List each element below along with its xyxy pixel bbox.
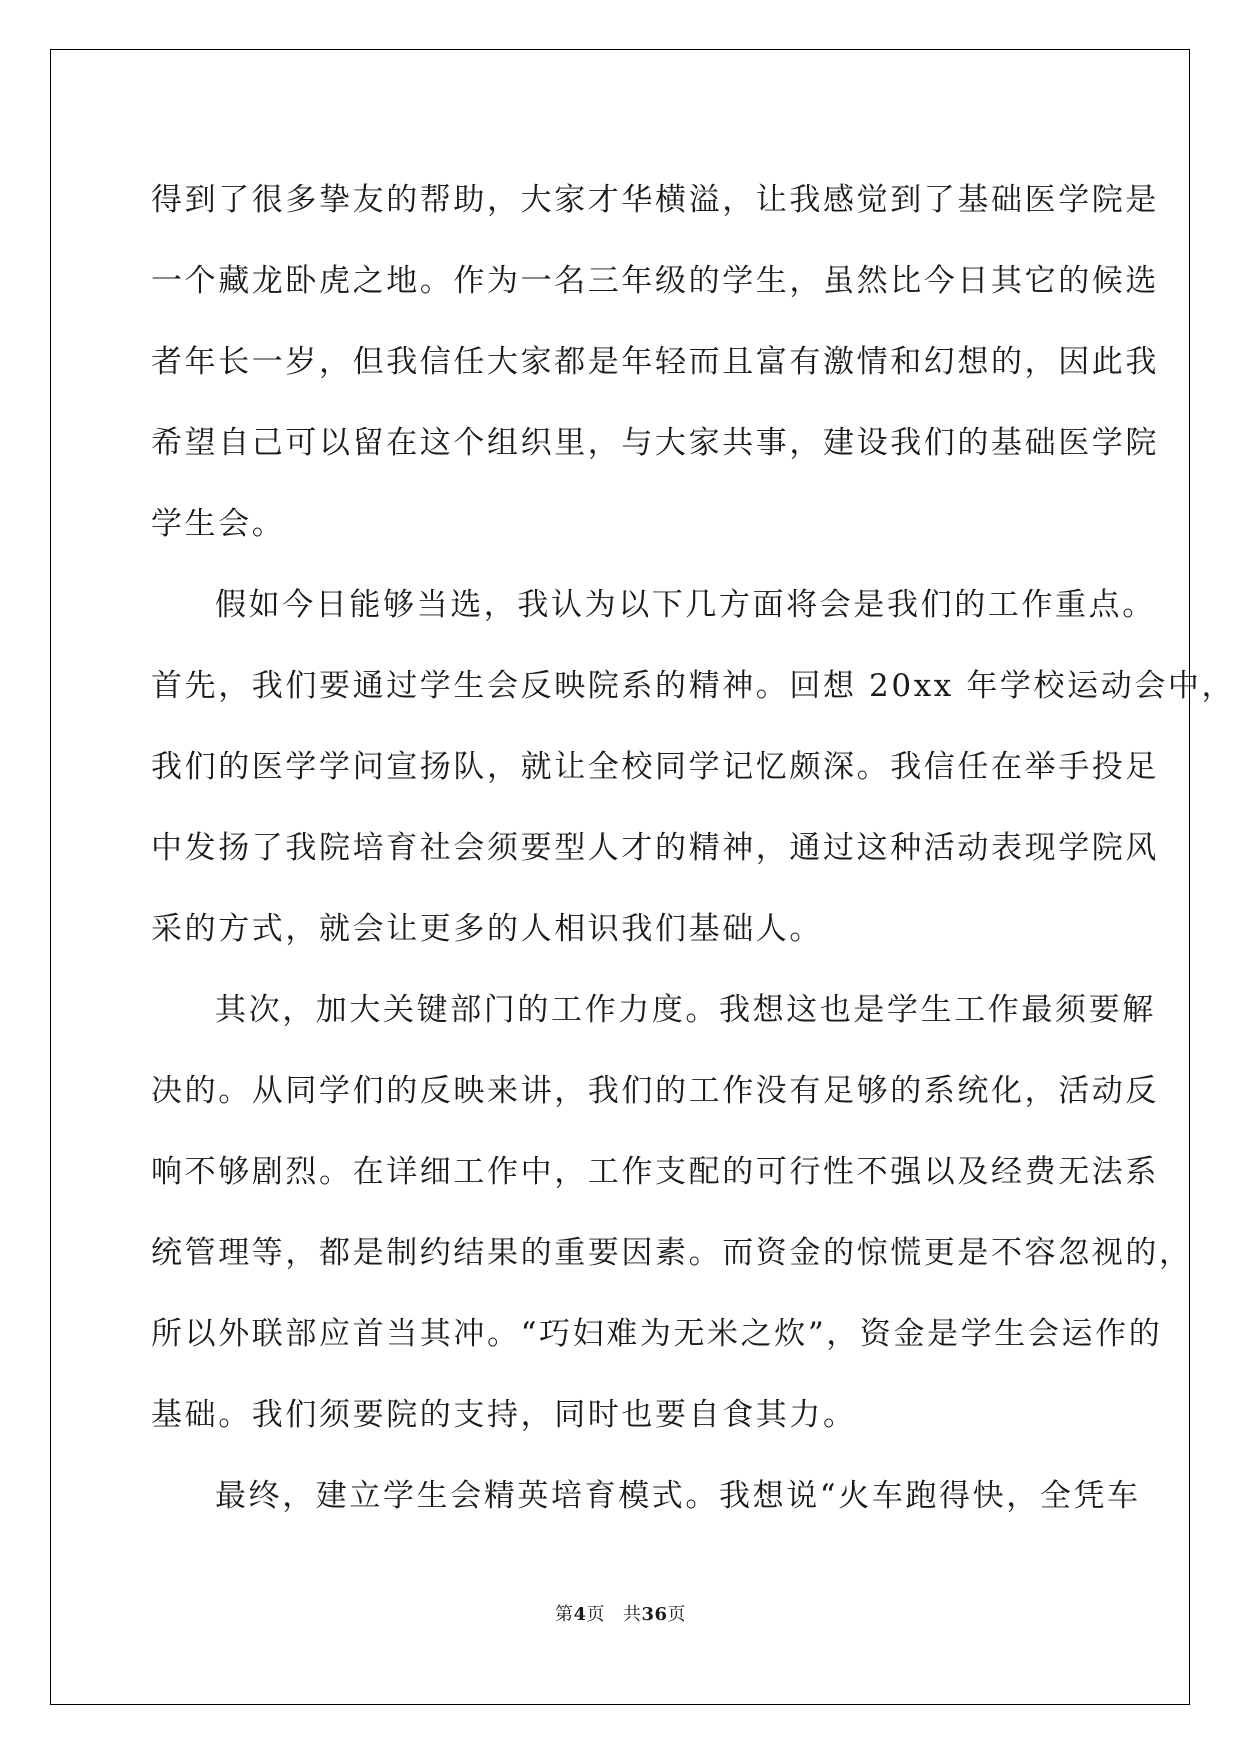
paragraph-first-line: 最终，建立学生会精英培育模式。我想说“火车跑得快，全凭车	[215, 1478, 1141, 1514]
text-line: 学生会。	[151, 506, 286, 542]
paragraph-first-line: 其次，加大关键部门的工作力度。我想这也是学生工作最须要解	[215, 992, 1156, 1028]
text-line: 希望自己可以留在这个组织里，与大家共事，建设我们的基础医学院	[151, 425, 1159, 461]
text-line: 采的方式，就会让更多的人相识我们基础人。	[151, 911, 823, 947]
paragraph-first-line: 假如今日能够当选，我认为以下几方面将会是我们的工作重点。	[215, 587, 1156, 623]
footer-total-prefix: 共	[622, 1604, 642, 1625]
text-line: 首先，我们要通过学生会反映院系的精神。回想 20xx 年学校运动会中，	[151, 668, 1236, 704]
document-body	[151, 160, 1236, 1537]
footer-total-suffix: 页	[667, 1604, 687, 1625]
footer-page-suffix: 页	[586, 1604, 605, 1625]
page-footer	[0, 1600, 1241, 1626]
text-line: 响不够剧烈。在详细工作中，工作支配的可行性不强以及经费无法系	[151, 1154, 1159, 1190]
text-line: 我们的医学学问宣扬队，就让全校同学记忆颇深。我信任在举手投足	[151, 749, 1159, 785]
text-line: 中发扬了我院培育社会须要型人才的精神，通过这种活动表现学院风	[151, 830, 1159, 866]
footer-prefix: 第	[554, 1604, 574, 1625]
text-line: 者年长一岁，但我信任大家都是年轻而且富有激情和幻想的，因此我	[151, 344, 1159, 380]
text-line: 统管理等，都是制约结果的重要因素。而资金的惊慌更是不容忽视的，	[151, 1235, 1193, 1271]
text-line: 基础。我们须要院的支持，同时也要自食其力。	[151, 1397, 857, 1433]
text-line: 一个藏龙卧虎之地。作为一名三年级的学生，虽然比今日其它的候选	[151, 263, 1159, 299]
total-pages-number: 36	[641, 1604, 668, 1625]
current-page-number: 4	[573, 1604, 587, 1625]
text-line: 所以外联部应首当其冲。“巧妇难为无米之炊”，资金是学生会运作的	[151, 1316, 1163, 1352]
text-line: 决的。从同学们的反映来讲，我们的工作没有足够的系统化，活动反	[151, 1073, 1159, 1109]
text-line: 得到了很多挚友的帮助，大家才华横溢，让我感觉到了基础医学院是	[151, 182, 1159, 218]
